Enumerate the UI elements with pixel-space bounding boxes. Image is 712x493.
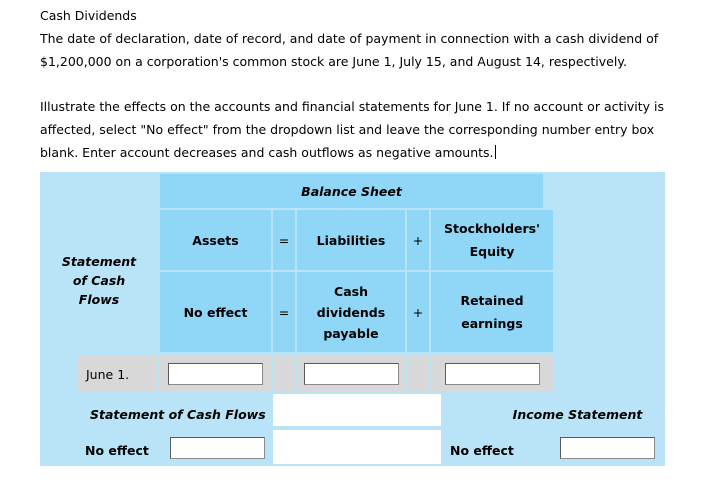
balance-sheet-header: Balance Sheet: [160, 174, 543, 208]
assets-amount-input[interactable]: [168, 363, 263, 385]
row-label-june-1: June 1.: [78, 356, 158, 392]
scf-label: Statement of Cash Flows: [90, 406, 266, 422]
spacer-cell: [273, 356, 295, 392]
equity-account-select[interactable]: [431, 272, 553, 352]
is-account-select[interactable]: No effect: [450, 442, 514, 458]
assets-header: Assets: [160, 210, 271, 270]
instruction-line: Illustrate the effects on the accounts and financial statements for June 1. If no account or activity is: [40, 99, 664, 114]
account-line: earnings: [461, 316, 523, 331]
scf-amount-input[interactable]: [170, 437, 265, 459]
scf-header-line: of Cash: [72, 272, 126, 288]
plus-sign: +: [407, 272, 429, 352]
liabilities-account-select[interactable]: [297, 272, 405, 352]
assets-account-select[interactable]: No effect: [160, 272, 271, 352]
blank-cell: [273, 430, 441, 464]
liabilities-amount-cell: [297, 356, 405, 392]
liabilities-amount-input[interactable]: [304, 363, 399, 385]
scf-account-select[interactable]: No effect: [85, 442, 149, 458]
liabilities-header: Liabilities: [297, 210, 405, 270]
equals-sign: =: [273, 210, 295, 270]
scf-header-line: Flows: [78, 291, 120, 307]
scf-column-header: [40, 208, 158, 352]
equity-amount-cell: [431, 356, 553, 392]
assets-amount-cell: [160, 356, 271, 392]
account-line: Cash: [334, 283, 368, 299]
problem-title: Cash Dividends: [40, 8, 137, 23]
income-statement-label: Income Statement: [512, 406, 643, 422]
account-line: payable: [323, 325, 379, 341]
problem-text-line: $1,200,000 on a corporation's common stock are June 1, July 15, and August 14, respectively.: [40, 54, 627, 69]
instruction-line: [40, 141, 680, 164]
instruction-line: affected, select "No effect" from the dropdown list and leave the corresponding number entry box: [40, 122, 655, 137]
problem-text-line: The date of declaration, date of record, and date of payment in connection with a cash dividend of: [40, 31, 659, 46]
account-line: dividends: [316, 304, 386, 320]
instructions: [40, 4, 680, 164]
equity-amount-input[interactable]: [445, 363, 540, 385]
plus-sign: +: [407, 210, 429, 270]
spacer-cell: [407, 356, 429, 392]
account-line: Retained: [460, 293, 524, 308]
text-cursor: [495, 145, 496, 159]
equity-header-line: Equity: [469, 244, 515, 259]
equals-sign: =: [273, 272, 295, 352]
instruction-line-text: blank. Enter account decreases and cash outflows as negative amounts.: [40, 145, 494, 160]
scf-header-line: Statement: [61, 253, 137, 269]
is-amount-input[interactable]: [560, 437, 655, 459]
stockholders-equity-header: [431, 210, 553, 270]
effects-table: [40, 172, 665, 466]
equity-header-line: Stockholders': [444, 221, 540, 236]
blank-cell: [273, 394, 441, 426]
